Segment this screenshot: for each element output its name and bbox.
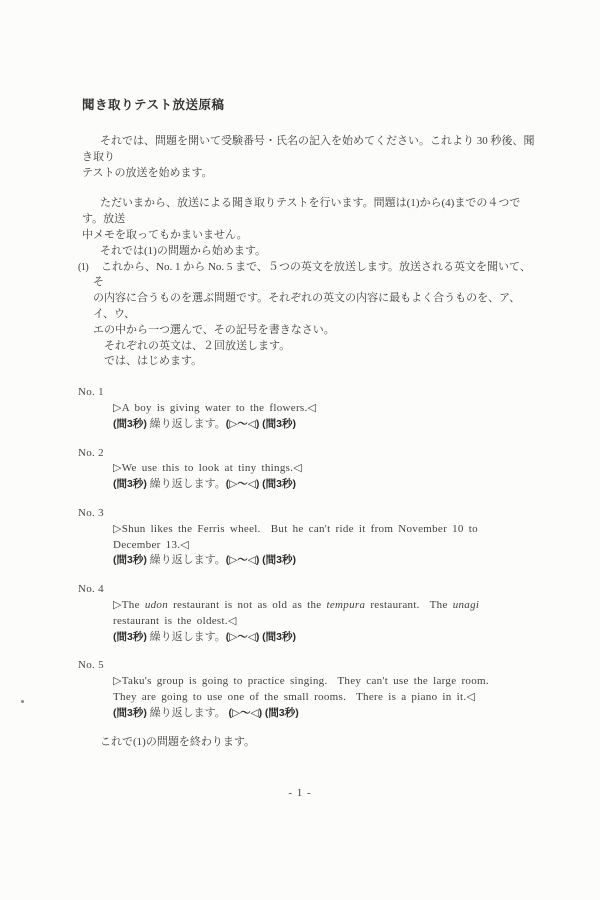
text-segment: (▷～◁) — [225, 630, 260, 643]
text-segment: restaurant is the oldest.◁ — [113, 614, 237, 627]
text-line: エの中から一つ選んで、その記号を書きなさい。 — [93, 323, 335, 336]
text-segment: (間3秒) — [262, 630, 296, 643]
document-title: 聞き取りテスト放送原稿 — [82, 98, 225, 112]
text-line: それぞれの英文は、２回放送します。 — [104, 339, 291, 352]
item-1-label: No. 1 — [78, 386, 104, 399]
text-segment: 繰り返します。 — [146, 630, 226, 643]
listening-item-5 — [78, 658, 540, 721]
section-1-notes — [93, 339, 540, 371]
text-segment: (間3秒) — [262, 478, 296, 491]
item-3-body — [113, 522, 540, 569]
section-1-instruction — [93, 260, 540, 339]
text-line — [113, 538, 540, 554]
closing-line: これで(1)の問題を終わります。 — [100, 735, 255, 748]
text-segment: (▷～◁) — [225, 478, 260, 491]
text-line — [113, 690, 540, 706]
text-line: の内容に合うものを選ぶ問題です。それぞれの英文の内容に最もよく合うものを、ア、イ、ウ、 — [93, 292, 521, 320]
text-segment: (間3秒) — [262, 417, 296, 430]
text-segment: restaurant. The — [365, 598, 453, 611]
text-line — [113, 614, 540, 630]
item-2-label: No. 2 — [78, 446, 104, 459]
text-segment: 繰り返します。 — [146, 417, 226, 430]
scan-speck-artifact — [21, 700, 24, 703]
text-segment: ▷A boy is giving water to the flowers.◁ — [113, 401, 317, 414]
text-segment: ▷We use this to look at tiny things.◁ — [113, 462, 303, 475]
item-1-body — [113, 401, 540, 433]
text-segment: (▷～◁) — [228, 706, 263, 719]
item-4-label: No. 4 — [78, 583, 104, 596]
item-2-script — [113, 461, 540, 477]
item-4-body — [113, 598, 540, 645]
text-segment: (間3秒) — [113, 478, 147, 491]
text-line — [113, 674, 540, 690]
section-1 — [78, 260, 540, 371]
text-segment: tempura — [326, 598, 366, 611]
intro-paragraph-1 — [82, 134, 540, 181]
item-1-pause-line — [113, 417, 540, 433]
text-segment: (間3秒) — [113, 554, 147, 567]
item-3-pause-line — [113, 553, 540, 569]
listening-item-4 — [78, 582, 540, 645]
page-number: - 1 - — [288, 787, 312, 799]
section-1-number: (1) — [78, 261, 89, 273]
item-5-label: No. 5 — [78, 659, 104, 672]
text-segment: udon — [144, 598, 169, 611]
text-line — [113, 401, 540, 417]
text-segment: ▷The — [113, 598, 145, 611]
item-4-script — [113, 598, 540, 630]
item-5-body — [113, 674, 540, 721]
text-line: テストの放送を始めます。 — [82, 166, 213, 179]
text-segment: (間3秒) — [262, 554, 296, 567]
item-5-script — [113, 674, 540, 706]
intro-paragraph-2 — [82, 196, 540, 243]
text-line: では、はじめます。 — [104, 355, 203, 368]
item-1-script — [113, 401, 540, 417]
text-line: 中メモを取ってもかまいません。 — [82, 228, 248, 241]
text-segment: restaurant is not as old as the — [168, 598, 327, 611]
text-segment: (間3秒) — [264, 706, 299, 719]
item-4-pause-line — [113, 630, 540, 646]
listening-item-1 — [78, 385, 540, 432]
text-line — [113, 461, 540, 477]
text-segment: 繰り返します。 — [146, 554, 226, 567]
item-5-pause-line — [113, 706, 540, 722]
text-segment: ▷Shun likes the Ferris wheel. But he can't ride it from November 10 to — [113, 522, 478, 535]
text-segment: unagi — [452, 598, 480, 611]
text-line — [113, 598, 540, 614]
intro-paragraph-3: それでは(1)の問題から始めます。 — [100, 244, 266, 257]
text-segment: ▷Taku's group is going to practice singing. They can't use the large room. — [113, 675, 489, 688]
item-2-pause-line — [113, 477, 540, 493]
text-segment: December 13.◁ — [113, 538, 190, 551]
item-3-label: No. 3 — [78, 506, 104, 519]
text-segment: 繰り返します。 — [146, 478, 226, 491]
text-line: それでは、問題を開いて受験番号・氏名の記入を始めてください。これより 30 秒後、聞き取り — [82, 135, 535, 163]
listening-item-2 — [78, 446, 540, 493]
text-segment: (▷～◁) — [225, 554, 260, 567]
text-segment: (間3秒) — [113, 417, 147, 430]
text-segment: (間3秒) — [113, 706, 147, 719]
text-line: ただいまから、放送による聞き取りテストを行います。問題は(1)から(4)までの４つです。放送 — [82, 197, 521, 226]
item-2-body — [113, 461, 540, 493]
text-line: これから、No. 1 から No. 5 まで、５つの英文を放送します。放送される英文を聞いて、そ — [93, 260, 531, 289]
text-segment: They are going to use one of the small rooms. There is a piano in it.◁ — [113, 690, 476, 703]
listening-item-3 — [78, 506, 540, 569]
text-segment: (▷～◁) — [225, 417, 260, 430]
text-segment: (間3秒) — [113, 630, 147, 643]
text-line — [113, 522, 540, 538]
item-3-script — [113, 522, 540, 554]
text-segment: 繰り返します。 — [146, 706, 229, 719]
